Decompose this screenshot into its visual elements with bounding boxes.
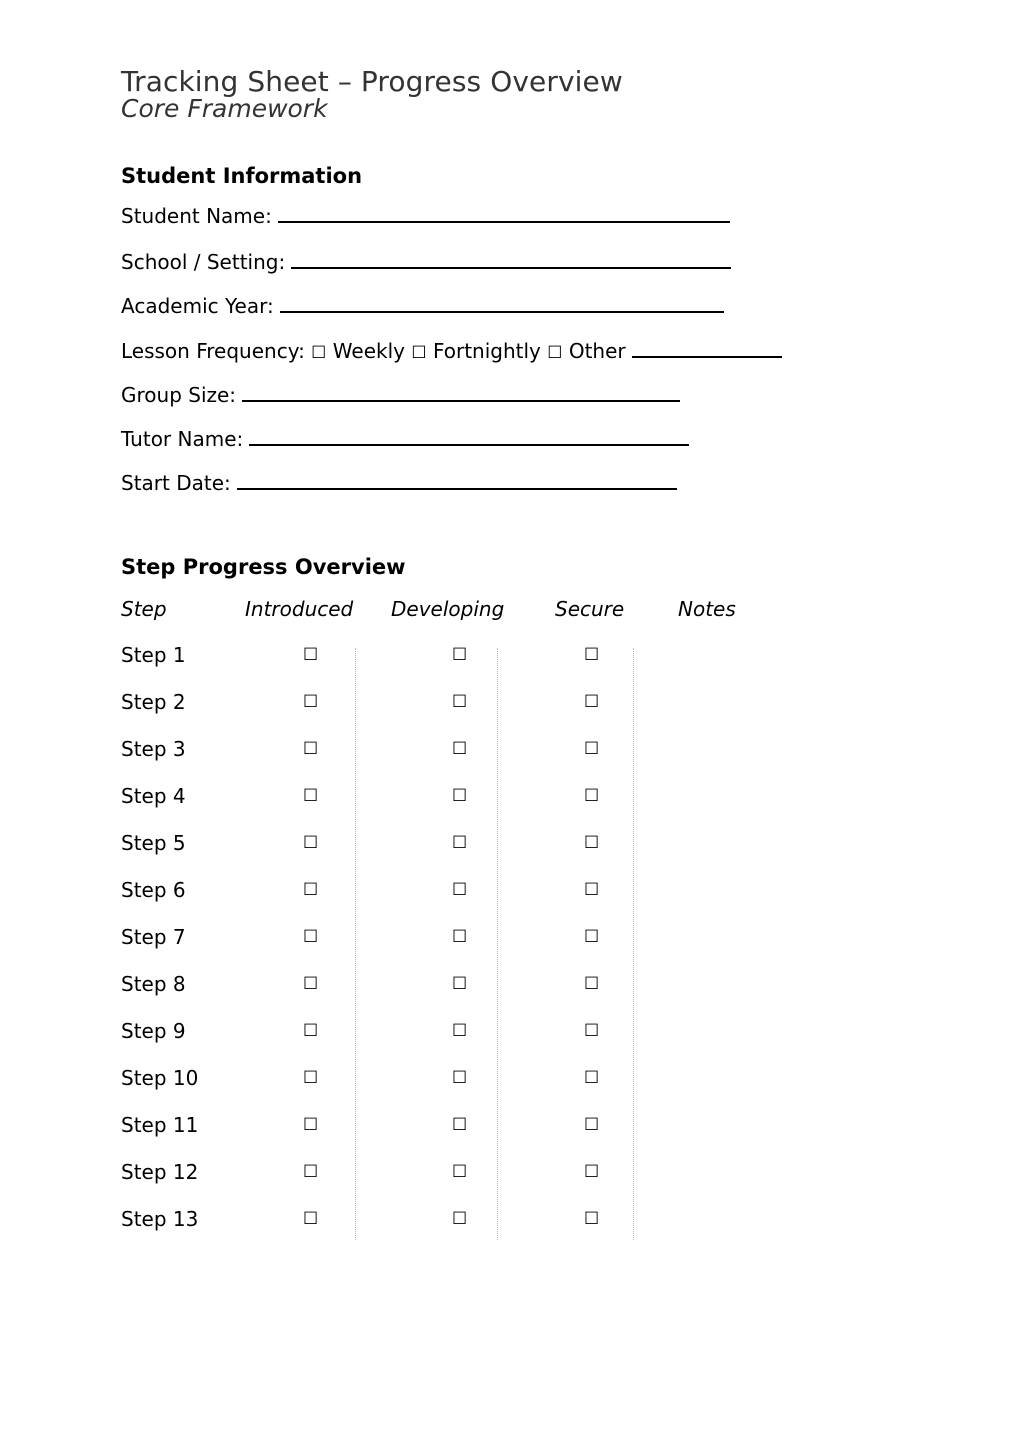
checkbox-icon-developing[interactable]: ☐ (452, 880, 468, 900)
checkbox-icon-developing[interactable]: ☐ (452, 974, 468, 994)
checkbox-icon-developing[interactable]: ☐ (452, 1021, 468, 1041)
checkbox-icon-introduced[interactable]: ☐ (303, 1021, 319, 1041)
checkbox-icon-weekly[interactable]: ☐ (311, 343, 327, 363)
checkbox-icon-other[interactable]: ☐ (547, 343, 563, 363)
field-row-start-date (121, 470, 677, 496)
checkbox-icon-fortnightly[interactable]: ☐ (411, 343, 427, 363)
field-row-group-size (121, 382, 680, 408)
field-row-student-name (121, 203, 730, 229)
checkbox-icon-introduced[interactable]: ☐ (303, 1068, 319, 1088)
student-information-heading: Student Information (121, 164, 363, 188)
checkbox-icon-secure[interactable]: ☐ (584, 645, 600, 665)
column-separator-2 (497, 648, 498, 1240)
school-setting-label: School / Setting: (121, 250, 286, 274)
start-date-input[interactable] (237, 473, 677, 490)
checkbox-icon-secure[interactable]: ☐ (584, 739, 600, 759)
checkbox-icon-secure[interactable]: ☐ (584, 927, 600, 947)
table-row-label: Step 3 (121, 737, 186, 761)
checkbox-icon-developing[interactable]: ☐ (452, 1162, 468, 1182)
column-header-step: Step (121, 597, 167, 621)
checkbox-icon-secure[interactable]: ☐ (584, 786, 600, 806)
lesson-frequency-option-weekly[interactable]: Weekly (332, 339, 405, 363)
lesson-frequency-option-other[interactable]: Other (568, 339, 626, 363)
column-header-secure: Secure (555, 597, 625, 621)
page-subtitle: Core Framework (121, 94, 328, 123)
field-row-lesson-frequency (121, 338, 782, 364)
checkbox-icon-secure[interactable]: ☐ (584, 1068, 600, 1088)
step-progress-heading: Step Progress Overview (121, 555, 406, 579)
tutor-name-input[interactable] (249, 429, 689, 446)
start-date-label: Start Date: (121, 471, 231, 495)
table-row-label: Step 9 (121, 1019, 186, 1043)
checkbox-icon-secure[interactable]: ☐ (584, 833, 600, 853)
checkbox-icon-developing[interactable]: ☐ (452, 833, 468, 853)
lesson-frequency-other-input[interactable] (632, 341, 782, 358)
group-size-input[interactable] (242, 385, 680, 402)
page-title: Tracking Sheet – Progress Overview (121, 65, 623, 98)
table-row-label: Step 1 (121, 643, 186, 667)
field-row-academic-year (121, 293, 724, 319)
academic-year-input[interactable] (280, 296, 724, 313)
checkbox-icon-introduced[interactable]: ☐ (303, 645, 319, 665)
table-row-label: Step 6 (121, 878, 186, 902)
column-header-developing: Developing (391, 597, 505, 621)
checkbox-icon-introduced[interactable]: ☐ (303, 1162, 319, 1182)
checkbox-icon-developing[interactable]: ☐ (452, 739, 468, 759)
student-name-label: Student Name: (121, 204, 272, 228)
column-separator-3 (633, 648, 634, 1240)
checkbox-icon-developing[interactable]: ☐ (452, 692, 468, 712)
checkbox-icon-developing[interactable]: ☐ (452, 927, 468, 947)
checkbox-icon-secure[interactable]: ☐ (584, 692, 600, 712)
table-row-label: Step 5 (121, 831, 186, 855)
checkbox-icon-developing[interactable]: ☐ (452, 1209, 468, 1229)
checkbox-icon-secure[interactable]: ☐ (584, 1115, 600, 1135)
checkbox-icon-developing[interactable]: ☐ (452, 645, 468, 665)
table-row-label: Step 8 (121, 972, 186, 996)
checkbox-icon-secure[interactable]: ☐ (584, 974, 600, 994)
checkbox-icon-introduced[interactable]: ☐ (303, 692, 319, 712)
table-row-label: Step 2 (121, 690, 186, 714)
checkbox-icon-secure[interactable]: ☐ (584, 1209, 600, 1229)
checkbox-icon-introduced[interactable]: ☐ (303, 974, 319, 994)
academic-year-label: Academic Year: (121, 294, 274, 318)
school-setting-input[interactable] (291, 252, 731, 269)
table-row-label: Step 7 (121, 925, 186, 949)
checkbox-icon-introduced[interactable]: ☐ (303, 739, 319, 759)
checkbox-icon-secure[interactable]: ☐ (584, 880, 600, 900)
student-name-input[interactable] (278, 206, 730, 223)
table-row-label: Step 12 (121, 1160, 199, 1184)
group-size-label: Group Size: (121, 383, 237, 407)
column-separator-1 (355, 648, 356, 1240)
column-header-notes: Notes (678, 597, 736, 621)
table-row-label: Step 4 (121, 784, 186, 808)
checkbox-icon-introduced[interactable]: ☐ (303, 1115, 319, 1135)
checkbox-icon-introduced[interactable]: ☐ (303, 880, 319, 900)
checkbox-icon-developing[interactable]: ☐ (452, 1068, 468, 1088)
checkbox-icon-introduced[interactable]: ☐ (303, 1209, 319, 1229)
table-row-label: Step 13 (121, 1207, 199, 1231)
column-header-introduced: Introduced (245, 597, 354, 621)
checkbox-icon-secure[interactable]: ☐ (584, 1162, 600, 1182)
checkbox-icon-introduced[interactable]: ☐ (303, 833, 319, 853)
checkbox-icon-introduced[interactable]: ☐ (303, 786, 319, 806)
table-row-label: Step 10 (121, 1066, 199, 1090)
checkbox-icon-developing[interactable]: ☐ (452, 786, 468, 806)
field-row-tutor-name (121, 426, 689, 452)
table-row-label: Step 11 (121, 1113, 199, 1137)
tutor-name-label: Tutor Name: (121, 427, 244, 451)
checkbox-icon-introduced[interactable]: ☐ (303, 927, 319, 947)
lesson-frequency-option-fortnightly[interactable]: Fortnightly (432, 339, 541, 363)
checkbox-icon-developing[interactable]: ☐ (452, 1115, 468, 1135)
field-row-school-setting (121, 249, 731, 275)
checkbox-icon-secure[interactable]: ☐ (584, 1021, 600, 1041)
lesson-frequency-label: Lesson Frequency: (121, 339, 305, 363)
